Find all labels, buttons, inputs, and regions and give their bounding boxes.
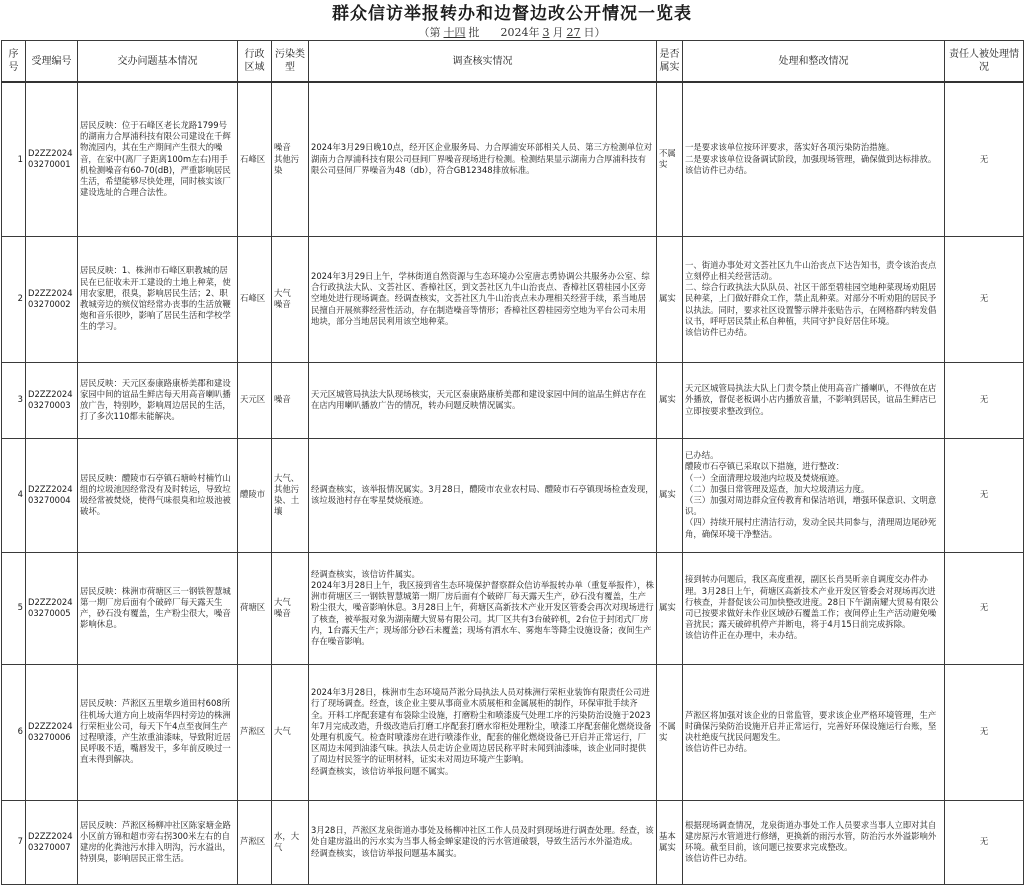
row-no: 5 <box>2 552 26 664</box>
row-issue: 居民反映：株洲市荷塘区三一钢铁智慧城第一期厂房后面有个破碎厂每天露天生产，砂石没有覆盖，生产粉尘很大，噪音影响休息。 <box>78 552 238 664</box>
row-verified: 属实 <box>657 552 683 664</box>
row-district: 芦淞区 <box>238 664 272 800</box>
row-code: D2ZZ2024 03270002 <box>26 236 78 362</box>
row-investigation: 2024年3月28日，株洲市生态环境局芦淞分局执法人员对株洲行荣柜业装饰有限责任公司进行了现场调查。经查，该企业主要从事商业木质展柜和金属展柜的制作，环保审批手续齐全。开料工序配套建有布袋除尘设施，打磨粉尘和喷漆废气处理工序的污染防治设施于2023年7月完成改造，升级改造后打磨工序配套打磨水帘柜处理粉尘，喷漆工序配套催化燃烧设备处理有机废气。检查时喷漆房在进行喷漆作业，配套的催化燃烧设备已开启并正常运行，厂区周边未闻到油漆气味。执法人员走访企业周边居民称平时未闻到油漆味，该企业同时提供了周边村民签字的证明材料，证实未对周边环境产生影响。 经调查核实，该信访举报问题不属实。 <box>309 664 657 800</box>
row-district: 石峰区 <box>238 82 272 236</box>
row-verified: 属实 <box>657 236 683 362</box>
row-responsible: 无 <box>945 800 1024 884</box>
row-responsible: 无 <box>945 82 1024 236</box>
row-issue: 居民反映：1、株洲市石峰区职教城的居民在已征收未开工建设的土地上种菜，使用农家肥，很臭，影响居民生活；2、职教城旁边的殡仪馆经常办丧事的生活放鞭炮和音乐很吵，影响了居民生活和学校学生的学习。 <box>78 236 238 362</box>
month: 3 <box>542 26 550 39</box>
row-verified: 不属实 <box>657 664 683 800</box>
row-no: 2 <box>2 236 26 362</box>
col-header-no: 序号 <box>2 41 26 83</box>
day-suffix: 日） <box>583 26 606 39</box>
table-row <box>2 236 1024 362</box>
row-responsible: 无 <box>945 236 1024 362</box>
row-handling: 根据现场调查情况，龙泉街道办事处工作人员要求当事人立即对其自建房原污水管道进行修缮，更换新的雨污水管，防治污水外溢影响外环境。截至目前，该问题已按要求完成整改。 该信访件已办结。 <box>683 800 945 884</box>
row-no: 3 <box>2 362 26 438</box>
row-code: D2ZZ2024 03270001 <box>26 82 78 236</box>
row-handling: 天元区城管局执法大队上门责令禁止使用高音广播喇叭，不得放在店外播放，督促老板调小店内播放音量，不影响到居民，谊品生鲜店已立即按要求整改到位。 <box>683 362 945 438</box>
row-pollution: 水，大气 <box>272 800 309 884</box>
document-title: 群众信访举报转办和边督边改公开情况一览表 <box>332 4 692 24</box>
col-header-pollution: 污染类型 <box>272 41 309 83</box>
table-row <box>2 438 1024 552</box>
row-verified: 属实 <box>657 438 683 552</box>
row-district: 石峰区 <box>238 236 272 362</box>
row-pollution: 大气 噪音 <box>272 552 309 664</box>
row-handling: 接到转办问题后，我区高度重视，副区长肖昊昕亲自调度交办件办理。3月28日上午，荷塘区高新技术产业开发区管委会对现场再次进行核查，并督促该公司加快整改进度。28日下午湖南耀大贸易有限公司已按要求做好未作业区域砂石覆盖工作；夜间停止生产活动避免噪音扰民；露天破碎机停产并断电，将于4月15日前完成拆除。 该信访件正在办理中，未办结。 <box>683 552 945 664</box>
row-investigation: 3月28日，芦淞区龙泉街道办事处及杨柳冲社区工作人员及时到现场进行调查处理。经查，该处自建房溢出的污水实为当事人杨金蝉家建设的污水管道破裂，导致生活污水外溢造成。 经调查核实，该信访举报问题基本属实。 <box>309 800 657 884</box>
row-issue: 居民反映：位于石峰区老长龙路1799号的湖南力合厚浦科技有限公司建设在千辉物流园内，其在生产期间产生很大的噪音，在家中(离厂子距离100m左右)用手机检测噪音有60-70(dB)，严重影响居民生活，希望能够尽快处理，同时核实该厂建设选址的合理合法性。 <box>78 82 238 236</box>
row-district: 荷塘区 <box>238 552 272 664</box>
row-pollution: 噪音 <box>272 362 309 438</box>
table-row <box>2 664 1024 800</box>
row-investigation: 天元区城管局执法大队现场核实，天元区泰康路康桥美郡和建设家园中间的谊品生鲜店存在在店内用喇叭播放广告的情况，转办问题反映情况属实。 <box>309 362 657 438</box>
row-code: D2ZZ2024 03270006 <box>26 664 78 800</box>
row-code: D2ZZ2024 03270007 <box>26 800 78 884</box>
col-header-issue: 交办问题基本情况 <box>78 41 238 83</box>
row-investigation: 2024年3月29日上午，学林街道自然资源与生态环境办公室唐志勇协调公共服务办公室、综合行政执法大队、文荟社区、香樟社区，到文荟社区九牛山治丧点、香樟社区碧桂园小区旁空地处进行现场调查。经调查核实，文荟社区九牛山治丧点未办理相关经营手续，系当地居民擅自开展殡葬经营性活动，存在制造噪音等情形；香樟社区碧桂园旁空地为平台公司未用地块，部分当地居民利用该空地种菜。 <box>309 236 657 362</box>
row-verified: 属实 <box>657 362 683 438</box>
row-responsible: 无 <box>945 362 1024 438</box>
row-pollution: 大气 噪音 <box>272 236 309 362</box>
row-responsible: 无 <box>945 664 1024 800</box>
row-handling: 一、街道办事处对文荟社区九牛山治丧点下达告知书，责令该治丧点立刻停止相关经营活动。 二、综合行政执法大队队员、社区干部至碧桂园空地种菜现场劝阻居民种菜，上门做好群众工作，禁止乱种菜。对部分不听劝阻的居民予以执法。同时，要求社区设置警示牌并张贴告示，在网格群内转发倡议书，呼吁居民禁止私自种植，共同守护良好居住环境。 该信访件已办结。 <box>683 236 945 362</box>
row-handling: 芦淞区将加强对该企业的日常监管，要求该企业严格环境管理，生产时确保污染防治设施开启并正常运行，完善好环保设施运行台账，坚决杜绝废气扰民问题发生。 该信访件已办结。 <box>683 664 945 800</box>
row-investigation: 2024年3月29日晚10点，经开区企业服务局、力合厚浦安环部相关人员、第三方检测单位对湖南力合厚浦科技有限公司昼间厂界噪音现场进行检测。检测结果显示湖南力合厚浦科技有限公司昼间厂界噪音为48（db），符合GB12348排放标准。 <box>309 82 657 236</box>
row-verified: 基本属实 <box>657 800 683 884</box>
batch-number: 十四 <box>443 26 466 39</box>
subtitle-open: （第 <box>418 26 441 39</box>
row-no: 6 <box>2 664 26 800</box>
row-district: 醴陵市 <box>238 438 272 552</box>
year: 2024年 <box>500 26 540 39</box>
col-header-verified: 是否属实 <box>657 41 683 83</box>
batch-date-line <box>0 26 1024 40</box>
col-header-investigation: 调查核实情况 <box>309 41 657 83</box>
row-issue: 居民反映：芦淞区五里墩乡道田村608所往机场大道方向上坡南华四村旁边的株洲行荣柜业公司，每天下午4点至夜间生产过程喷漆，产生浓重油漆味，导致附近居民呼吸不适，嘴唇发干，多年前反映过一直未得到解决。 <box>78 664 238 800</box>
batch-suffix: 批 <box>468 26 480 39</box>
row-pollution: 大气、其他污染、土壤 <box>272 438 309 552</box>
table-row <box>2 800 1024 884</box>
petition-table <box>1 40 1024 885</box>
row-issue: 居民反映：芦淞区杨柳冲社区陈家塘金路小区前方锦和超市旁右拐300米左右的自建房的化粪池污水排入明沟，污水溢出，特别臭，影响居民正常生活。 <box>78 800 238 884</box>
row-handling: 一是要求该单位按环评要求，落实好各项污染防治措施。 二是要求该单位设备调试阶段，加强现场管理，确保做到达标排放。 该信访件已办结。 <box>683 82 945 236</box>
col-header-responsible: 责任人被处理情况 <box>945 41 1024 83</box>
row-investigation: 经调查核实，该举报情况属实。3月28日，醴陵市农业农村局、醴陵市石亭镇现场检查发现，该垃圾池村存在零星焚烧痕迹。 <box>309 438 657 552</box>
row-investigation: 经调查核实，该信访件属实。 2024年3月28日上午，我区接到省生态环境保护督察群众信访举报转办单（重复举报件），株洲市荷塘区三一钢铁智慧城第一期厂房后面有个破碎厂每天露天生产，砂石没有覆盖，生产粉尘很大，噪音影响休息。3月28日上午，荷塘区高新技术产业开发区管委会再次对现场进行了核查，被举报对象为湖南耀大贸易有限公司。其厂区共有3台破碎机，2台位于封闭式厂房内，1台露天生产；现场部分砂石未覆盖；现场有洒水车、雾炮车等降尘设施设备；夜间生产存在噪音影响。 <box>309 552 657 664</box>
row-district: 天元区 <box>238 362 272 438</box>
row-no: 1 <box>2 82 26 236</box>
row-verified: 不属实 <box>657 82 683 236</box>
row-pollution: 大气 <box>272 664 309 800</box>
day: 27 <box>566 26 581 39</box>
row-issue: 居民反映：醴陵市石亭镇石塘岭村楠竹山组的垃圾池因经常没有及时转运，导致垃圾经常被焚烧，使得气味很臭和垃圾池被破坏。 <box>78 438 238 552</box>
row-responsible: 无 <box>945 438 1024 552</box>
row-district: 芦淞区 <box>238 800 272 884</box>
row-code: D2ZZ2024 03270003 <box>26 362 78 438</box>
row-issue: 居民反映：天元区泰康路康桥美郡和建设家园中间的谊品生鲜店每天用高音喇叭播放广告，特别吵，影响周边居民的生活，打了多次110都未能解决。 <box>78 362 238 438</box>
row-code: D2ZZ2024 03270005 <box>26 552 78 664</box>
header-row <box>2 41 1024 83</box>
row-code: D2ZZ2024 03270004 <box>26 438 78 552</box>
table-row <box>2 362 1024 438</box>
table-row <box>2 552 1024 664</box>
row-no: 7 <box>2 800 26 884</box>
row-pollution: 噪音 其他污染 <box>272 82 309 236</box>
row-no: 4 <box>2 438 26 552</box>
month-suffix: 月 <box>552 26 564 39</box>
col-header-handling: 处理和整改情况 <box>683 41 945 83</box>
table-row <box>2 82 1024 236</box>
col-header-code: 受理编号 <box>26 41 78 83</box>
row-responsible: 无 <box>945 552 1024 664</box>
col-header-district: 行政区域 <box>238 41 272 83</box>
row-handling: 已办结。 醴陵市石亭镇已采取以下措施，进行整改： （一）全面清理垃圾池内垃圾及焚烧痕迹。 （二）加强日常管理及巡查，加大垃圾清运力度。 （三）加强对周边群众宣传教育和保洁培训，增强环保意识、文明意识。 （四）持续开展村庄清洁行动，发动全民共同参与，清理周边尾砂死角，确保环境干净整洁。 <box>683 438 945 552</box>
